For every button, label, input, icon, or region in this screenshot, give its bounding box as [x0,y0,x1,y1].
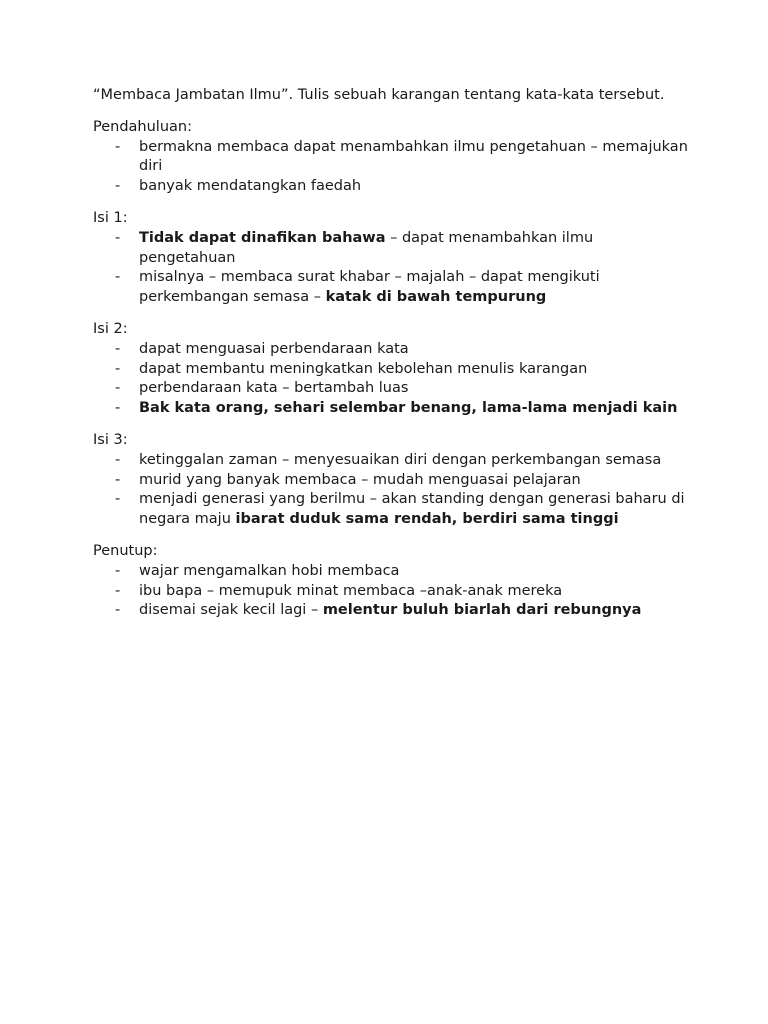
item-text [139,563,399,579]
dash-bullet: - [115,451,121,468]
list-item [93,138,693,178]
text-run: murid yang banyak membaca – mudah menguasai pelajaran [139,471,581,488]
dash-bullet: - [115,360,121,377]
text-run: menjadi generasi yang berilmu – akan standing dengan generasi baharu di negara maju [139,491,685,528]
item-text [139,139,688,175]
dash-bullet: - [115,602,121,619]
essay-prompt: “Membaca Jambatan Ilmu”. Tulis sebuah karangan tentang kata-kata tersebut. [93,87,665,103]
text-run: ibu bapa – memupuk minat membaca –anak-anak mereka [139,582,563,599]
text-run: disemai sejak kecil lagi – [139,602,323,619]
item-text [139,491,685,527]
dash-bullet: - [115,471,121,488]
list-item [93,340,693,360]
dash-bullet: - [115,491,121,508]
list-item [93,582,693,602]
text-run: – dapat menambahkan ilmu pengetahuan [139,229,594,266]
bold-phrase: Bak kata orang, sehari selembar benang, lama-lama menjadi kain [139,400,678,417]
point-list [93,451,693,530]
list-item [93,379,693,399]
dash-bullet: - [115,138,121,155]
list-item [93,562,693,582]
section-title: Penutup: [93,542,158,559]
list-item [93,490,693,530]
outline-section [93,209,693,308]
outline-section [93,320,693,419]
list-item [93,177,693,197]
dash-bullet: - [115,229,121,246]
dash-bullet: - [115,269,121,286]
section-title: Isi 3: [93,431,128,448]
text-run: dapat menguasai perbendaraan kata [139,340,409,357]
item-text [139,472,581,488]
dash-bullet: - [115,562,121,579]
section-title: Isi 1: [93,209,128,226]
dash-bullet: - [115,178,121,195]
item-text [139,602,641,618]
text-run: wajar mengamalkan hobi membaca [139,562,400,579]
list-item [93,268,693,308]
dash-bullet: - [115,340,121,357]
bold-phrase: ibarat duduk sama rendah, berdiri sama tinggi [235,511,619,528]
list-item [93,399,693,419]
text-run: banyak mendatangkan faedah [139,178,362,195]
dash-bullet: - [115,400,121,417]
text-run: dapat membantu meningkatkan kebolehan menulis karangan [139,360,588,377]
item-text [139,380,408,396]
list-item [93,601,693,621]
bold-phrase: melentur buluh biarlah dari rebungnya [322,602,642,619]
section-title: Isi 2: [93,320,128,337]
bold-phrase: Tidak dapat dinafikan bahawa [139,229,386,246]
text-run: bermakna membaca dapat menambahkan ilmu pengetahuan – memajukan diri [139,138,688,175]
section-title: Pendahuluan: [93,118,192,135]
dash-bullet: - [115,380,121,397]
outline-section [93,118,693,197]
point-list [93,340,693,419]
text-run: misalnya – membaca surat khabar – majalah – dapat mengikuti perkembangan semasa – [139,269,600,306]
item-text [139,341,409,357]
point-list [93,562,693,621]
point-list [93,229,693,308]
outline-sections [93,118,693,621]
document-page [93,86,693,633]
text-run: perbendaraan kata – bertambah luas [139,380,409,397]
item-text [139,269,600,305]
item-text [139,583,562,599]
dash-bullet: - [115,582,121,599]
item-text [139,230,593,266]
list-item [93,360,693,380]
item-text [139,452,661,468]
list-item [93,471,693,491]
bold-phrase: katak di bawah tempurung [325,289,547,306]
text-run: ketinggalan zaman – menyesuaikan diri dengan perkembangan semasa [139,451,662,468]
list-item [93,451,693,471]
list-item [93,229,693,269]
point-list [93,138,693,197]
outline-section [93,542,693,621]
item-text [139,400,677,416]
item-text [139,178,361,194]
item-text [139,361,587,377]
outline-section [93,431,693,530]
